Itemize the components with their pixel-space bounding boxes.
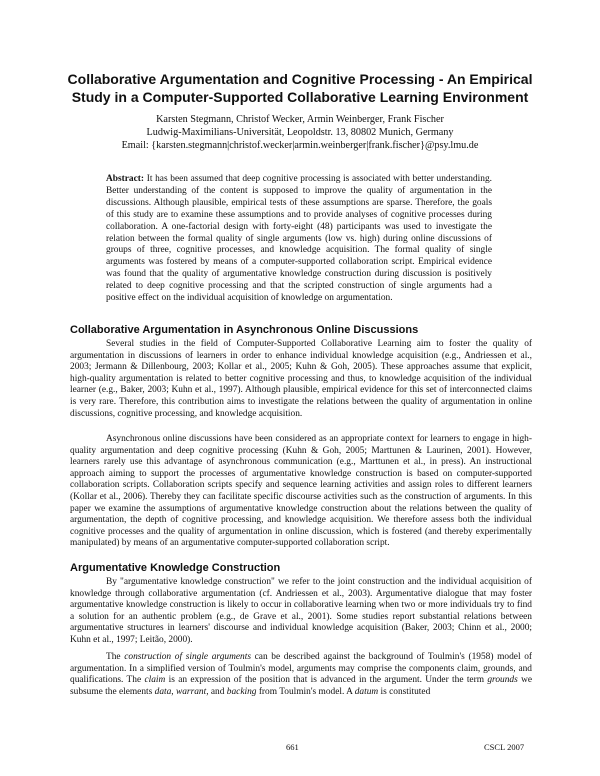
section-heading-2: Argumentative Knowledge Construction xyxy=(70,562,281,574)
author-email: Email: {karsten.stegmann|christof.wecker|armin.weinberger|frank.fischer}@psy.lmu.de xyxy=(121,140,479,151)
author-block xyxy=(50,113,550,152)
section-2-paragraph-1: By "argumentative knowledge construction" we refer to the joint construction and the individual acquisition of knowledge through collaborative argumentation (cf. Andriessen et al., 2003). Argumentative dialogue that may foster argumentative knowledge construction is likely to occur in collaborative learning when two or more individuals try to find a solution for an authentic problem (e.g., de Grave et al., 2001). Some studies report substantial relations between argumentative structures in learners' discourse and individual knowledge acquisition (Baker, 2003; Chinn et al., 2000; Kuhn et al., 1997; Leitão, 2000). xyxy=(70,577,532,645)
page-number: 661 xyxy=(286,742,299,752)
paper-title xyxy=(50,70,550,106)
abstract xyxy=(106,174,492,305)
abstract-text: It has been assumed that deep cognitive processing is associated with better understanding. Better understanding of the content is supposed to improve the quality of argumentation in the discussions. Although plausible, empirical tests of these assumptions are sparse. Therefore, the goals of this study are to examine these assumptions and to provide analyses of cognitive processes during collaboration. A one-factorial design with forty-eight (48) participants was used to investigate the relation between the formal quality of single arguments (low vs. high) during online discussions of groups of three, cognitive processes, and knowledge acquisition. The formal quality of single arguments was fostered by means of a computer-supported collaboration script. Empirical evidence was found that the quality of argumentative knowledge construction during discussion is positively related to deep cognitive processing and that the scripted construction of single arguments had a positive effect on the individual acquisition of knowledge on argumentation. xyxy=(106,174,492,304)
section-1-paragraph-2: Asynchronous online discussions have been considered as an appropriate context for learners to engage in high-quality argumentation and deep cognitive processing (Kuhn & Goh, 2005; Marttunen & Laurinen, 2001). However, learners rarely use this advantage of asynchronous communication (e.g., Marttunen et al., in press). An instructional approach aiming to support the processes of argumentative knowledge construction is based on computer-supported collaboration scripts. Collaboration scripts specify and sequence learning activities and assign roles to different learners (Kollar et al., 2006). Thereby they can facilitate specific discourse activities such as the construction of arguments. In this paper we examine the assumptions of argumentative knowledge construction about the relations between the quality of argumentation, the depth of cognitive processing, and knowledge acquisition. We therefore assess both the individual cognitive processes and the quality of argumentation in online discussion, which is fostered (and thereby experimentally manipulated) by means of an argumentative computer-supported collaboration script. xyxy=(70,434,532,549)
title-line-2: Study in a Computer-Supported Collaborative Learning Environment xyxy=(71,89,529,105)
title-line-1: Collaborative Argumentation and Cognitive Processing - An Empirical xyxy=(67,71,533,87)
section-heading-1: Collaborative Argumentation in Asynchronous Online Discussions xyxy=(70,324,419,336)
section-2-paragraph-2: The construction of single arguments can be described against the background of Toulmin's (1958) model of argumentation. In a simplified version of Toulmin's model, arguments may comprise the components claim, grounds, and qualifications. The claim is an expression of the position that is advanced in the argument. Under the term grounds we subsume the elements data, warrant, and backing from Toulmin's model. A datum is constituted xyxy=(70,652,533,697)
venue-label: CSCL 2007 xyxy=(484,742,525,752)
abstract-label: Abstract: xyxy=(106,174,145,184)
section-1-paragraph-1: Several studies in the field of Computer-Supported Collaborative Learning aim to foster the quality of argumentation in discussions of learners in order to enhance individual knowledge acquisition (e.g., Andriessen et al., 2003; Jermann & Dillenbourg, 2003; Kollar et al., 2005; Kuhn & Goh, 2005). These approaches assume that explicit, high-quality argumentation is related to better cognitive processing and thus, to knowledge acquisition of the individual learner (e.g., Baker, 2003; Kuhn et al., 1997). Although plausible, empirical evidence for this set of interconnected claims is very rare. Therefore, this contribution aims to investigate the relations between the quality of argumentation in online discussions, cognitive processing, and knowledge acquisition. xyxy=(70,339,532,419)
author-names: Karsten Stegmann, Christof Wecker, Armin Weinberger, Frank Fischer xyxy=(156,114,444,125)
author-affiliation: Ludwig-Maximilians-Universität, Leopoldstr. 13, 80802 Munich, Germany xyxy=(146,127,454,138)
